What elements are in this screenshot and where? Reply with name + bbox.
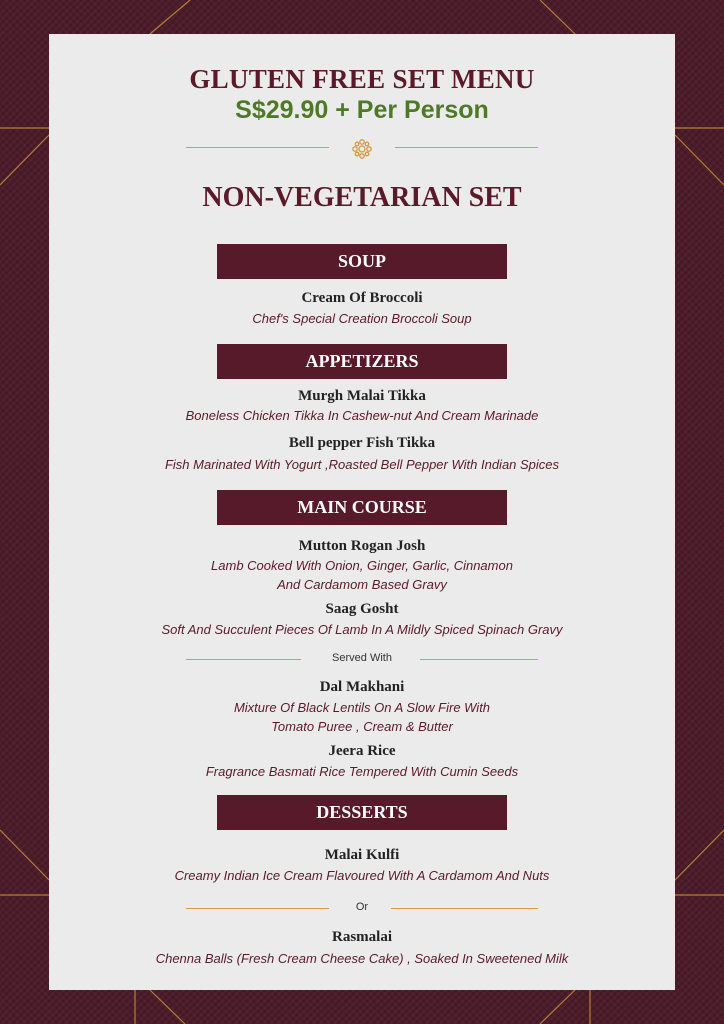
dish-description: Fish Marinated With Yogurt ,Roasted Bell Pepper With Indian Spices (164, 457, 560, 472)
dish-name: Malai Kulfi (324, 847, 400, 863)
divider-line-left (186, 147, 329, 148)
menu-card (49, 34, 675, 990)
dish-description: Boneless Chicken Tikka In Cashew-nut And Cream Marinade (185, 408, 539, 423)
dish-description: Soft And Succulent Pieces Of Lamb In A Mildly Spiced Spinach Gravy (161, 622, 563, 637)
dish-description: Chenna Balls (Fresh Cream Cheese Cake) , Soaked In Sweetened Milk (155, 951, 569, 966)
dish-description: Fragrance Basmati Rice Tempered With Cumin Seeds (205, 764, 519, 779)
dish-name: Rasmalai (332, 929, 392, 945)
menu-price: S$29.90 + Per Person (235, 96, 489, 124)
divider-line-right (420, 659, 538, 660)
dish-description: Creamy Indian Ice Cream Flavoured With A Cardamom And Nuts (174, 868, 550, 883)
section-heading-appetizers: APPETIZERS (217, 344, 507, 379)
section-heading-soup: SOUP (217, 244, 507, 279)
flower-ornament-icon (351, 138, 373, 160)
section-heading-main-course: MAIN COURSE (217, 490, 507, 525)
dish-description: Mixture Of Black Lentils On A Slow Fire With (233, 700, 491, 715)
dish-name: Jeera Rice (328, 743, 396, 759)
dish-name: Cream Of Broccoli (301, 290, 423, 306)
dish-description: Tomato Puree , Cream & Butter (271, 719, 453, 734)
dish-name: Saag Gosht (325, 601, 399, 617)
dish-name: Murgh Malai Tikka (298, 388, 426, 404)
menu-title: GLUTEN FREE SET MENU (189, 64, 535, 94)
dish-name: Mutton Rogan Josh (298, 538, 426, 554)
divider-line-right (391, 908, 538, 909)
section-heading-desserts: DESSERTS (217, 795, 507, 830)
set-title: NON-VEGETARIAN SET (202, 182, 522, 213)
dish-name: Bell pepper Fish Tikka (288, 435, 436, 451)
dish-description: Lamb Cooked With Onion, Ginger, Garlic, Cinnamon (211, 558, 513, 573)
dish-name: Dal Makhani (319, 679, 405, 695)
dish-description: Chef's Special Creation Broccoli Soup (252, 311, 472, 326)
served-with-label: Served With (332, 652, 392, 664)
divider-line-right (395, 147, 538, 148)
or-label: Or (355, 901, 369, 913)
dish-description: And Cardamom Based Gravy (277, 577, 447, 592)
